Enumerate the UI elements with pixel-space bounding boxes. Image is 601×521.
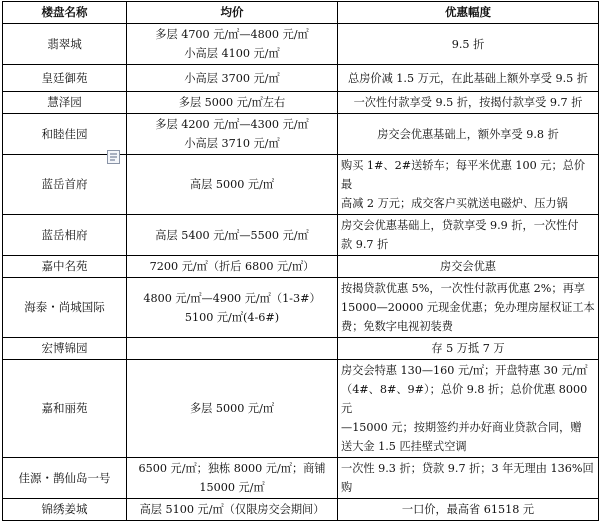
price-cell bbox=[127, 256, 338, 278]
price-cell bbox=[127, 92, 338, 114]
discount-line: 总房价减 1.5 万元，在此基础上额外享受 9.5 折 bbox=[348, 71, 588, 85]
price-cell bbox=[127, 114, 338, 155]
discount-cell bbox=[338, 155, 599, 215]
price-line: 高层 5400 元/㎡—5500 元/㎡ bbox=[155, 228, 309, 242]
property-name-cell: 皇廷御苑 bbox=[3, 65, 127, 92]
price-line: 多层 5000 元/㎡左右 bbox=[178, 96, 286, 109]
property-name-cell: 和睦佳园 bbox=[3, 114, 127, 155]
property-name-cell: 佳源・鹊仙岛一号 bbox=[3, 458, 127, 499]
price-line: 小高层 4100 元/㎡ bbox=[184, 47, 280, 60]
price-cell bbox=[127, 499, 338, 521]
table-row bbox=[3, 278, 599, 338]
discount-line: 15000—20000 元现金优惠；免办理房屋权证工本 bbox=[341, 301, 595, 314]
discount-line: 一次性付款享受 9.5 折，按揭付款享受 9.7 折 bbox=[353, 96, 583, 109]
table-row bbox=[3, 256, 599, 278]
discount-line: 9.5 折 bbox=[451, 37, 485, 51]
header-property-name: 楼盘名称 bbox=[3, 2, 127, 24]
price-cell bbox=[127, 155, 338, 215]
discount-line: 购 bbox=[341, 481, 353, 494]
table-row bbox=[3, 338, 599, 360]
price-line: 15000 元/㎡ bbox=[199, 481, 265, 494]
discount-line: （4#、8#、9#）；总价 9.8 折；总价优惠 8000 元 bbox=[341, 383, 588, 415]
discount-cell bbox=[338, 92, 599, 114]
table-row bbox=[3, 92, 599, 114]
price-cell bbox=[127, 360, 338, 458]
discount-line: 款 9.7 折 bbox=[341, 238, 389, 251]
discount-cell bbox=[338, 458, 599, 499]
property-name-cell: 蓝岳首府 bbox=[3, 155, 127, 215]
property-name-cell: 锦绣姜城 bbox=[3, 499, 127, 521]
discount-cell bbox=[338, 278, 599, 338]
discount-line: 高减 2 万元；成交客户买就送电磁炉、压力锅 bbox=[341, 197, 568, 210]
discount-cell bbox=[338, 499, 599, 521]
price-line: 高层 5100 元/㎡（仅限房交会期间） bbox=[139, 503, 325, 516]
discount-line: 一口价，最高省 61518 元 bbox=[401, 503, 535, 516]
discount-cell bbox=[338, 24, 599, 65]
discount-line: 送大金 1.5 匹挂壁式空调 bbox=[341, 440, 467, 453]
discount-line: 房交会优惠基础上，贷款享受 9.9 折，一次性付 bbox=[341, 219, 579, 232]
table-row bbox=[3, 114, 599, 155]
price-line: 多层 4200 元/㎡—4300 元/㎡ bbox=[155, 118, 309, 131]
discount-line: 购买 1#、2#送轿车；每平米优惠 100 元；总价最 bbox=[341, 159, 586, 191]
price-line: 7200 元/㎡（折后 6800 元/㎡） bbox=[149, 260, 315, 273]
table-row bbox=[3, 499, 599, 521]
price-line: 多层 5000 元/㎡ bbox=[189, 402, 275, 415]
price-line: 6500 元/㎡；独栋 8000 元/㎡；商铺 bbox=[138, 462, 326, 475]
price-line: 小高层 3700 元/㎡ bbox=[184, 71, 280, 85]
discount-line: 费；免数字电视初装费 bbox=[341, 320, 453, 333]
price-line: 小高层 3710 元/㎡ bbox=[184, 137, 280, 150]
discount-line: 一次性 9.3 折；贷款 9.7 折；3 年无理由 136%回 bbox=[341, 462, 594, 475]
property-name-cell: 嘉中名苑 bbox=[3, 256, 127, 278]
price-line: 4800 元/㎡—4900 元/㎡（1-3#） bbox=[143, 291, 321, 305]
property-name-cell: 蓝岳相府 bbox=[3, 215, 127, 256]
table-header-row bbox=[3, 2, 599, 24]
table-row bbox=[3, 24, 599, 65]
header-discount: 优惠幅度 bbox=[338, 2, 599, 24]
discount-line: 存 5 万抵 7 万 bbox=[431, 342, 505, 355]
price-cell bbox=[127, 338, 338, 360]
price-line: 5100 元/㎡(4-6#) bbox=[184, 310, 280, 324]
discount-line: —15000 元；按期签约并办好商业贷款合同，赠 bbox=[341, 421, 582, 434]
price-cell bbox=[127, 24, 338, 65]
table-row bbox=[3, 215, 599, 256]
discount-cell bbox=[338, 360, 599, 458]
table-row bbox=[3, 155, 599, 215]
property-name-cell: 慧泽园 bbox=[3, 92, 127, 114]
discount-cell bbox=[338, 338, 599, 360]
price-cell bbox=[127, 278, 338, 338]
property-name-cell: 海泰・尚城国际 bbox=[3, 278, 127, 338]
property-name-cell: 宏博锦园 bbox=[3, 338, 127, 360]
document-icon bbox=[107, 150, 120, 164]
property-name-cell: 翡翠城 bbox=[3, 24, 127, 65]
property-name-cell: 嘉和丽苑 bbox=[3, 360, 127, 458]
discount-line: 房交会特惠 130—160 元/㎡；开盘特惠 30 元/㎡ bbox=[341, 364, 588, 377]
price-cell bbox=[127, 215, 338, 256]
discount-cell bbox=[338, 114, 599, 155]
discount-line: 房交会优惠 bbox=[440, 260, 496, 273]
price-cell bbox=[127, 65, 338, 92]
property-discount-table bbox=[2, 1, 599, 521]
price-cell bbox=[127, 458, 338, 499]
discount-cell bbox=[338, 65, 599, 92]
table-row bbox=[3, 458, 599, 499]
header-average-price: 均价 bbox=[127, 2, 338, 24]
table-row bbox=[3, 65, 599, 92]
table-row bbox=[3, 360, 599, 458]
discount-cell bbox=[338, 215, 599, 256]
discount-cell bbox=[338, 256, 599, 278]
discount-line: 房交会优惠基础上，额外享受 9.8 折 bbox=[377, 127, 559, 141]
discount-line: 按揭贷款优惠 5%，一次性付款再优惠 2%；再享 bbox=[341, 282, 585, 295]
price-line: 高层 5000 元/㎡ bbox=[189, 178, 275, 191]
price-line: 多层 4700 元/㎡—4800 元/㎡ bbox=[155, 28, 309, 41]
